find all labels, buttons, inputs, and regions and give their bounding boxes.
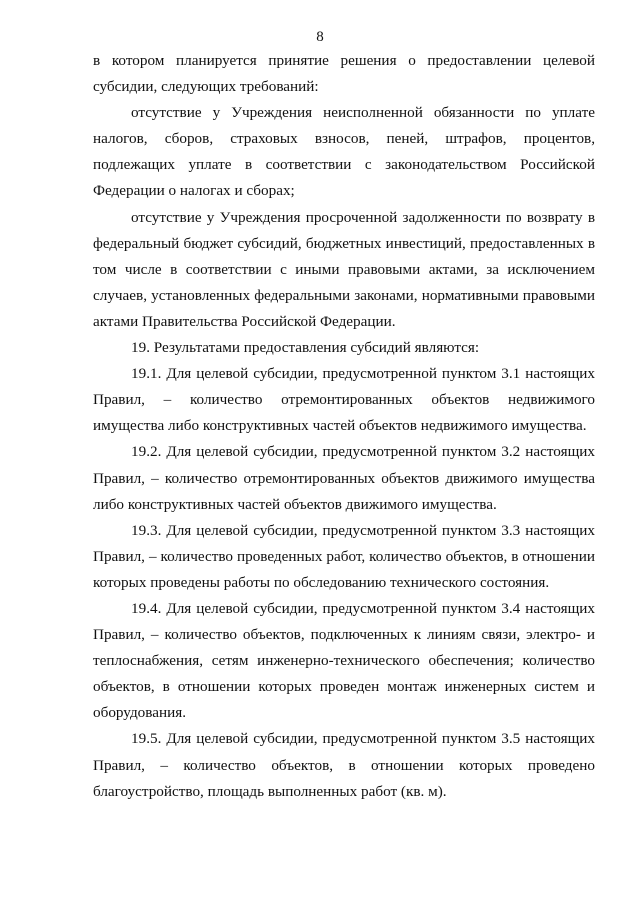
paragraph-19-2: 19.2. Для целевой субсидии, предусмотренной пунктом 3.2 настоящих Правил, – количество отремонтированных объектов движимого имущества либо конструктивных частей объектов движимого имущества. [93,443,595,513]
paragraph-requirement-debt: отсутствие у Учреждения просроченной задолженности по возврату в федеральный бюджет субсидий, бюджетных инвестиций, предоставленных в том числе в соответствии с иными правовыми актами, за исключением случаев, установленных федеральными законами, нормативными правовыми актами Правительства Российской Федерации. [93,208,595,330]
paragraph-19-5: 19.5. Для целевой субсидии, предусмотренной пунктом 3.5 настоящих Правил, – количество объектов, в отношении которых проведено благоустройство, площадь выполненных работ (кв. м). [93,730,595,800]
paragraph-requirement-taxes: отсутствие у Учреждения неисполненной обязанности по уплате налогов, сборов, страховых взносов, пеней, штрафов, процентов, подлежащих уплате в соответствии с законодательством Российской Федерации о налогах и сборах; [93,104,595,200]
paragraph-19-heading: 19. Результатами предоставления субсидий являются: [131,339,480,357]
paragraph-19-4: 19.4. Для целевой субсидии, предусмотренной пунктом 3.4 настоящих Правил, – количество объектов, подключенных к линиям связи, электро- и теплоснабжения, сетям инженерно-технического обеспечения; количество объектов, в отношении которых проведен монтаж инженерных систем и оборудования. [93,599,595,722]
page-number: 8 [316,29,324,45]
document-body [93,48,595,805]
paragraph-19-1: 19.1. Для целевой субсидии, предусмотренной пунктом 3.1 настоящих Правил, – количество отремонтированных объектов недвижимого имущества либо конструктивных частей объектов недвижимого имущества. [93,365,595,435]
paragraph-19-3: 19.3. Для целевой субсидии, предусмотренной пунктом 3.3 настоящих Правил, – количество проведенных работ, количество объектов, в отношении которых проведены работы по обследованию технического состояния. [93,521,595,591]
paragraph-continuation: в котором планируется принятие решения о предоставлении целевой субсидии, следующих требований: [93,52,595,96]
